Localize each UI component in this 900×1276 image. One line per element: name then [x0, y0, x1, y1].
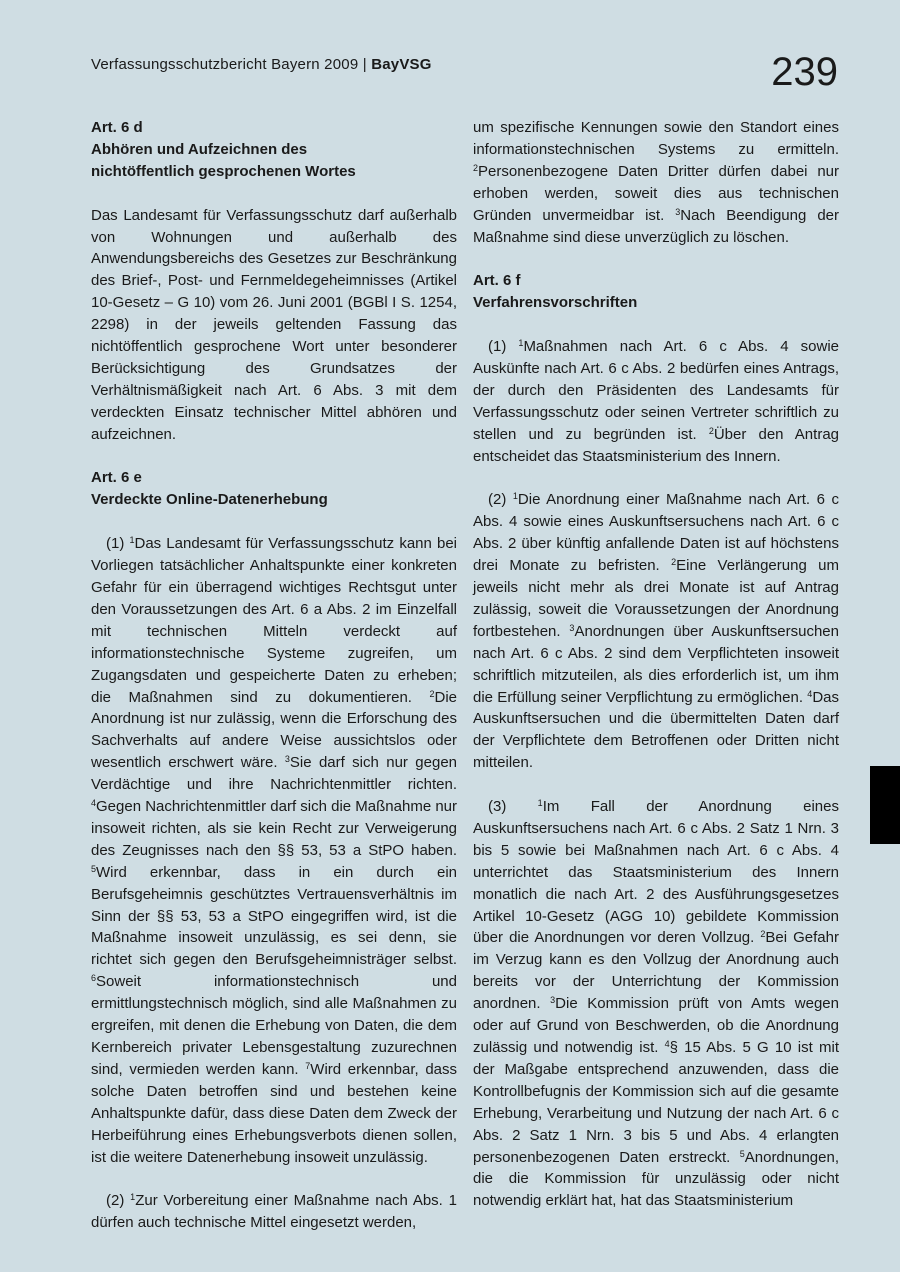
- art-6f-paragraph-3: (3) $^1$Im Fall der Anordnung eines Auskunftsersuchens nach Art. 6 c Abs. 2 Satz 1 Nrn. 3 bis 5 sowie bei Maßnahmen nach Art. 6 c Abs. 4 unterrichtet das Staatsministerium des Innern monatlich die nach Art. 2 des Ausführungsgesetzes Artikel 10-Gesetz (AGG 10) gebildete Kommission über die Anordnungen vor deren Vollzug. $^2$Bei Gefahr im Verzug kann es den Vollzug der Anordnung auch bereits vor der Unterrichtung der Kommission anordnen. $^3$Die Kommission prüft von Amts wegen oder auf Grund von Beschwerden, ob die Anordnung zulässig und notwendig ist. $^4$§ 15 Abs. 5 G 10 ist mit der Maßgabe entsprechend anzuwenden, dass die Kontrollbefugnis der Kommission sich auf die gesamte Erhebung, Verarbeitung und Nutzung der nach Art. 6 c Abs. 2 Satz 1 Nrn. 3 bis 5 und Abs. 4 erlangten personenbezogenen Daten erstreckt. $^5$Anordnungen, die die Kommission für unzulässig oder nicht notwendig erklärt hat, hat das Staatsministerium: [473, 798, 839, 1210]
- art-6e-continuation: um spezifische Kennungen sowie den Standort eines informationstechnischen Systems zu ermitteln. $^2$Personenbezogene Daten Dritter dürfen dabei nur erhoben werden, soweit dies aus technischen Gründen unvermeidbar ist. $^3$Nach Beendigung der Maßnahme sind diese unverzüglich zu löschen.: [473, 119, 840, 246]
- art-6d-title-2: nichtöffentlich gesprochenen Wortes: [91, 162, 356, 180]
- running-header: [91, 56, 432, 73]
- art-6e-paragraph-2: (2) $^1$Zur Vorbereitung einer Maßnahme nach Abs. 1 dürfen auch technische Mittel eingesetzt werden,: [91, 1192, 458, 1232]
- art-6f-heading: [473, 270, 839, 314]
- art-6d-number: Art. 6 d: [91, 119, 143, 136]
- art-6e-paragraph-1: (1) $^1$Das Landesamt für Verfassungsschutz kann bei Vorliegen tatsächlicher Anhaltspunkte einer konkreten Gefahr für ein überragend wichtiges Rechtsgut unter den Voraussetzungen des Art. 6 a Abs. 2 im Einzelfall mit technischen Mitteln verdeckt auf informationstechnische Systeme zugreifen, um Zugangsdaten und gespeicherte Daten zu erheben; die Maßnahmen sind zu dokumentieren. $^2$Die Anordnung ist nur zulässig, wenn die Erforschung des Sachverhalts auf andere Weise aussichtslos oder wesentlich erschwert wäre. $^3$Sie darf sich nur gegen Verdächtige und ihre Nachrichtenmittler richten. $^4$Gegen Nachrichtenmittler darf sich die Maßnahme nur insoweit richten, als sie kein Recht zur Verweigerung des Zeugnisses nach den §§ 53, 53 a StPO haben. $^5$Wird erkennbar, dass in ein durch ein Berufsgeheimnis geschütztes Vertrauensverhältnis im Sinn der §§ 53, 53 a StPO eingegriffen wird, ist die Maßnahme insoweit unzulässig, es sei denn, sie richtet sich gegen den Berufsgeheimnisträger selbst. $^6$Soweit informationstechnisch und ermittlungstechnisch möglich, sind alle Maßnahmen zu ergreifen, mit denen die Erhebung von Daten, die dem Kernbereich privater Lebensgestaltung zuzurechnen sind, vermieden werden kann. $^7$Wird erkennbar, dass solche Daten betroffen sind und bestehen keine Anhaltspunkte dafür, dass diese Daten dem Zweck der Herbeiführung eines Erhebungsverbots dienen sollen, ist die weitere Datenerhebung insoweit unzulässig.: [91, 535, 458, 1166]
- art-6f-title: Verfahrensvorschriften: [473, 294, 638, 312]
- art-6e-title: Verdeckte Online-Datenerhebung: [91, 491, 328, 509]
- art-6f-number: Art. 6 f: [473, 272, 521, 290]
- art-6e-heading: [91, 467, 457, 511]
- art-6f-paragraph-2: (2) $^1$Die Anordnung einer Maßnahme nach Art. 6 c Abs. 4 sowie eines Auskunftsersuchens nach Art. 6 c Abs. 2 über künftig anfallende Daten ist auf höchstens drei Monate zu befristen. $^2$Eine Verlängerung um jeweils nicht mehr als drei Monate ist auf Antrag zulässig, soweit die Voraussetzungen der Anordnung fortbestehen. $^3$Anordnungen über Auskunftsersuchen nach Art. 6 c Abs. 2 sind dem Verpflichteten insoweit schriftlich mitzuteilen, als dies erforderlich ist, um ihm die Erfüllung seiner Verpflichtung zu ermöglichen. $^4$Das Auskunftsersuchen und die übermittelten Daten darf der Verpflichtete dem Betroffenen oder Dritten nicht mitteilen.: [473, 491, 840, 772]
- art-6f-paragraph-1: (1) $^1$Maßnahmen nach Art. 6 c Abs. 4 sowie Auskünfte nach Art. 6 c Abs. 2 bedürfen eines Antrags, der durch den Präsidenten des Landesamts für Verfassungsschutz oder seinen Vertreter schriftlich zu stellen und zu begründen ist. $^2$Über den Antrag entscheidet das Staatsministerium des Innern.: [473, 338, 840, 465]
- chapter-thumb-tab: [870, 766, 900, 844]
- art-6d-body: Das Landesamt für Verfassungsschutz darf außerhalb von Wohnungen und außerhalb des Anwendungsbereichs des Gesetzes zur Beschränkung des Brief-, Post- und Fernmeldegeheimnisses (Artikel 10-Gesetz – G 10) vom 26. Juni 2001 (BGBl I S. 1254, 2298) in der jeweils geltenden Fassung das nichtöffentlich gesprochene Wort unter besonderer Berücksichtigung des Grundsatzes der Verhältnismäßigkeit nach Art. 6 Abs. 3 mit dem verdeckten Einsatz technischer Mittel abhören und aufzeichnen.: [91, 206, 457, 443]
- header-title-bold: BayVSG: [371, 56, 432, 73]
- art-6d-title-1: Abhören und Aufzeichnen des: [91, 140, 308, 158]
- right-column: [473, 117, 839, 1234]
- header-title: Verfassungsschutzbericht Bayern 2009 |: [91, 56, 372, 73]
- art-6e-number: Art. 6 e: [91, 469, 142, 487]
- page-number: 239: [771, 50, 838, 94]
- left-column: [91, 117, 457, 1256]
- page-bottom-edge: [0, 1272, 900, 1276]
- art-6d-heading: [91, 117, 457, 183]
